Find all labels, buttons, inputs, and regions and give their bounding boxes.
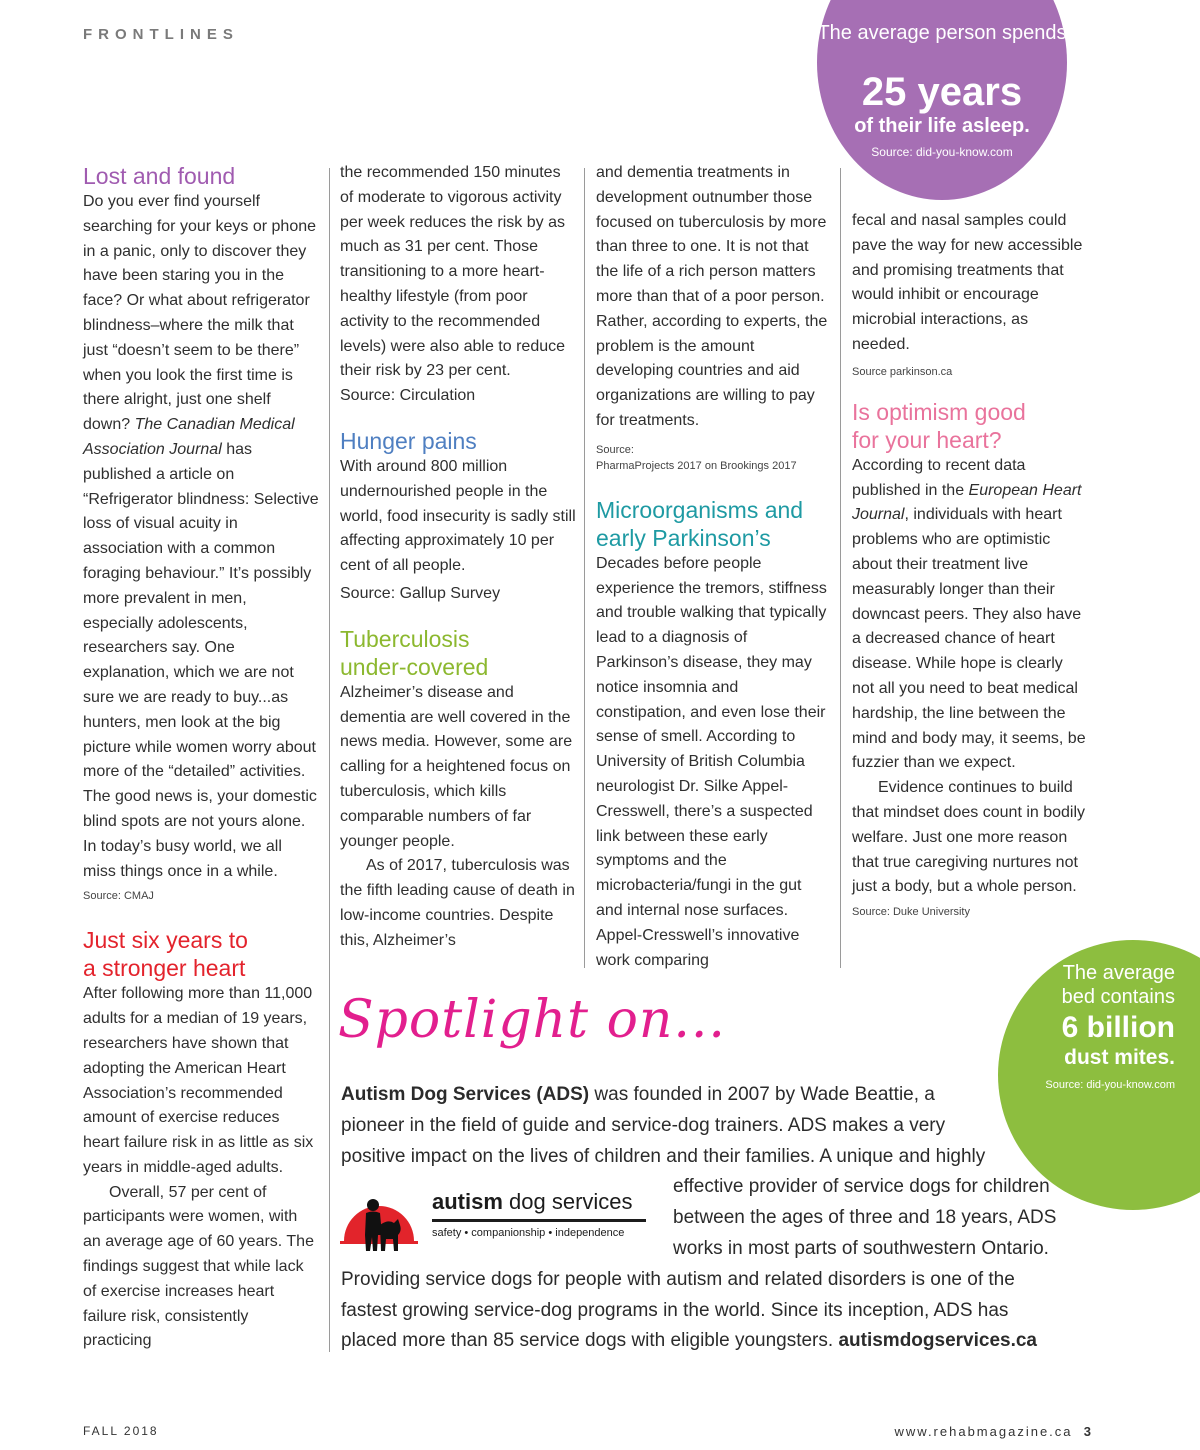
spotlight-line-9: placed more than 85 service dogs with eligible youngsters. autismdogservices.ca: [341, 1330, 1037, 1352]
fact-sleep-intro: The average person spends: [817, 22, 1067, 44]
fact-mites-tail: dust mites.: [1064, 1046, 1175, 1069]
journal-title-ehj: European Heart Journal: [852, 481, 1082, 524]
tb-body-2: As of 2017, tuberculosis was the fifth leading cause of death in low-income countries. Despite this, Alzheimer’s: [340, 857, 575, 949]
column-divider-1: [329, 168, 330, 1352]
fact-mites-intro: The average bed contains: [1061, 962, 1175, 1008]
fact-mites-source: Source: did-you-know.com: [1045, 1079, 1175, 1091]
column-divider-2: [584, 168, 585, 968]
spotlight-line-4: effective provider of service dogs for children: [673, 1176, 1050, 1198]
section-header: FRONTLINES: [83, 26, 239, 43]
six-years-body-1: After following more than 11,000 adults for a median of 19 years, researchers have shown that adopting the American Heart Association’s recommended amount of exercise reduces heart failure risk in as little as six years in middle-aged adults.: [83, 985, 314, 1176]
spotlight-url-link[interactable]: autismdogservices.ca: [838, 1330, 1037, 1352]
page-number: 3: [1083, 1424, 1093, 1439]
column-2: [340, 161, 576, 954]
spotlight-org-name: Autism Dog Services (ADS): [341, 1084, 590, 1105]
fact-circle-sleep: [817, 0, 1067, 200]
tb-body-3: and dementia treatments in development outnumber those focused on tuberculosis by more than three to one. It is not that the life of a rich person matters more than that of a poor person. Rather, according to experts, the problem is the amount developing countries and aid organizations are willing to pay for treatments.: [596, 164, 828, 429]
spotlight-line-2: pioneer in the field of guide and service-dog trainers. ADS makes a very: [341, 1114, 946, 1136]
heading-tuberculosis: Tuberculosis under-covered: [340, 625, 489, 680]
logo-rule: [432, 1219, 646, 1222]
spotlight-line-3: positive impact on the lives of children and their families. A unique and highly: [341, 1145, 986, 1167]
logo-sun-dog-icon: [340, 1185, 418, 1253]
spotlight-line-5: between the ages of three and 18 years, ADS: [673, 1207, 1057, 1229]
optimism-body-2: Evidence continues to build that mindset does count in bodily welfare. Just one more reason that true caregiving nurtures not just a body, but a whole person.: [852, 779, 1086, 896]
parkinsons-body-1: Decades before people experience the tremors, stiffness and trouble walking that typically lead to a diagnosis of Parkinson’s disease, they may notice insomnia and constipation, and even lose their sense of smell. According to University of British Columbia neurologist Dr. Silke Appel-Cresswell, there’s a suspected link between these early symptoms and the microbacteria/fungi in the gut and internal nose surfaces. Appel-Cresswell’s innovative work comparing: [596, 554, 827, 969]
lost-found-body: Do you ever find yourself searching for your keys or phone in a panic, only to discover they have been staring you in the face? Or what about refrigerator blindness–where the milk that just “doesn’t seem to be there” when you look the first time is there alright, just one shelf down? The Canadian Medical Association Journal has published a article on “Refrigerator blindness: Selective loss of visual acuity in association with a common foraging behaviour.” It’s possibly more prevalent in men, especially adolescents, researchers say. One explanation, which we are not sure we are ready to buy...as hunters, men look at the big picture while women worry about more of the “detailed” activities. The good news is, your domestic blind spots are not yours alone. In today’s busy world, we all miss things once in a while.: [83, 193, 319, 880]
heading-lost-found: Lost and found: [83, 163, 236, 189]
heading-optimism: Is optimism good for your heart?: [852, 398, 1026, 453]
parkinsons-body-2: fecal and nasal samples could pave the way for new accessible and promising treatments that would inhibit or encourage microbial interactions, as needed.: [852, 212, 1083, 353]
column-4: [852, 209, 1088, 920]
six-years-source: Source: Circulation: [340, 387, 476, 405]
six-years-body-3: the recommended 150 minutes of moderate to vigorous activity per week reduces the risk by as much as 31 per cent. Those transitioning to a more heart-healthy lifestyle (from poor activity to the recommended levels) were also able to reduce their risk by 23 per cent.: [340, 164, 566, 380]
fact-sleep-tail: of their life asleep.: [854, 115, 1030, 137]
heading-parkinsons: Microorganisms and early Parkinson’s: [596, 496, 804, 551]
footer-issue: FALL 2018: [83, 1424, 159, 1438]
parkinsons-source: Source parkinson.ca: [852, 365, 953, 378]
logo-tagline: safety • companionship • independence: [432, 1227, 625, 1239]
fact-mites-number: 6 billion: [1061, 1011, 1175, 1044]
spotlight-line-8: fastest growing service-dog programs in the world. Since its inception, ADS has: [341, 1299, 1009, 1321]
spotlight-line-6: works in most parts of southwestern Ontario.: [673, 1237, 1049, 1259]
footer-url[interactable]: www.rehabmagazine.ca: [894, 1424, 1073, 1439]
fact-mites-body: [1045, 961, 1175, 1091]
column-1: [83, 162, 319, 1354]
optimism-body-1: According to recent data published in the European Heart Journal, individuals with heart problems who are optimistic about their treatment live measurably longer than their downcast peers. They also have a decreased chance of heart disease. While hope is clearly not all you need to beat medical hardship, the line between the mind and body may, it seems, be fuzzier than we expect.: [852, 456, 1086, 772]
heading-hunger: Hunger pains: [340, 427, 477, 454]
heading-six-years: Just six years to a stronger heart: [83, 927, 248, 982]
tb-source: Source: PharmaProjects 2017 on Brookings 2017: [596, 443, 797, 472]
autism-dog-services-logo: [340, 1183, 652, 1255]
lost-found-source: Source: CMAJ: [83, 890, 154, 903]
logo-brand-name: autism dog services: [432, 1189, 633, 1214]
journal-title-cmaj: The Canadian Medical Association Journal: [83, 416, 295, 458]
spotlight-title: Spotlight on...: [338, 990, 726, 1050]
hunger-source: Source: Gallup Survey: [340, 584, 501, 602]
column-3: [596, 161, 832, 973]
column-divider-3: [840, 168, 841, 968]
fact-sleep-source: Source: did-you-know.com: [871, 145, 1013, 159]
spotlight-line-7: Providing service dogs for people with autism and related disorders is one of the: [341, 1268, 1015, 1290]
optimism-source: Source: Duke University: [852, 906, 970, 919]
footer-site: [895, 1424, 1094, 1439]
spotlight-line-1: Autism Dog Services (ADS) was founded in 2007 by Wade Beattie, a: [341, 1084, 935, 1105]
tb-body-1: Alzheimer’s disease and dementia are well covered in the news media. However, some are calling for a heightened focus on tuberculosis, which kills comparable numbers of far younger people.: [340, 683, 573, 850]
six-years-body-2: Overall, 57 per cent of participants were women, with an average age of 60 years. The findings suggest that while lack of exercise increases heart failure risk, consistently practicing: [83, 1183, 314, 1350]
fact-sleep-number: 25 years: [861, 70, 1023, 114]
hunger-body: With around 800 million undernourished people in the world, food insecurity is sadly still affecting approximately 10 per cent of all people.: [340, 457, 576, 575]
